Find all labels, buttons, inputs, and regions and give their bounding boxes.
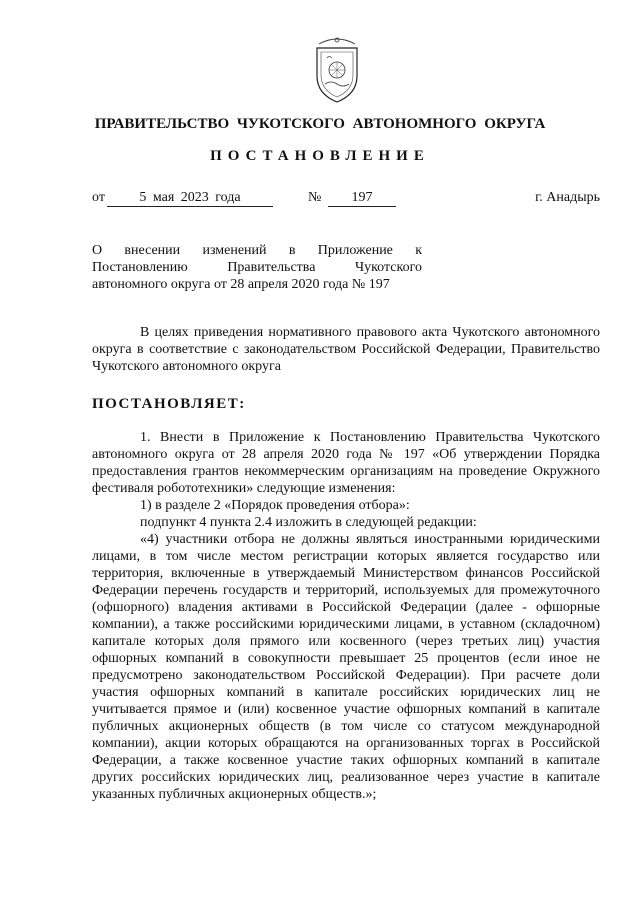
subject-line: Постановлению Правительства Чукотского	[92, 260, 422, 275]
body-paragraph: 1) в разделе 2 «Порядок проведения отбора»:	[140, 498, 410, 513]
number-sign-label: №	[308, 190, 322, 205]
decree-subject	[92, 242, 422, 293]
date-prefix-label: от	[92, 190, 105, 205]
preamble-paragraph: В целях приведения нормативного правового акта Чукотского автономного округа в соответствие с законодательством Российской Федерации, Правительство Чукотского автономного округа	[92, 325, 600, 374]
decree-date: 5 мая 2023 года	[107, 190, 273, 207]
resolves-heading: ПОСТАНОВЛЯЕТ:	[92, 396, 246, 412]
coat-of-arms-icon	[303, 30, 371, 104]
subject-line: автономного округа от 28 апреля 2020 года № 197	[92, 277, 390, 292]
subject-line: О внесении изменений в Приложение к	[92, 243, 422, 258]
decree-body	[92, 324, 600, 803]
decree-number: 197	[328, 190, 396, 207]
body-paragraph: 1. Внести в Приложение к Постановлению Правительства Чукотского автономного округа от 28 апреля 2020 года № 197 «Об утверждении Порядка предоставления грантов некоммерческим организациям на проведение Окружного фестиваля робототехники» следующие изменения:	[92, 430, 600, 496]
government-title: ПРАВИТЕЛЬСТВО ЧУКОТСКОГО АВТОНОМНОГО ОКРУГА	[94, 116, 546, 132]
document-type-title: ПОСТАНОВЛЕНИЕ	[210, 148, 430, 164]
body-paragraph: «4) участники отбора не должны являться иностранными юридическими лицами, в том числе местом регистрации которых является государство или территория, включенные в утверждаемый Министерством финансов Российской Федерации перечень государств и территорий, используемых для промежуточного (офшорного) владения активами в Российской Федерации (далее - офшорные компании), а также российскими юридическими лицами, в уставном (складочном) капитале которых доля прямого или косвенного (через третьих лиц) участия офшорных компаний в совокупности превышает 25 процентов (если иное не предусмотрено законодательством Российской Федерации). При расчете доли участия офшорных компаний в капитале российских юридических лиц не учитывается прямое и (или) косвенное участие офшорных компаний в капитале публичных акционерных обществ (в том числе со статусом международной компании), акции которых обращаются на организованных торгах в Российской Федерации, а также косвенное участие таких офшорных компаний в капитале других российских юридических лиц, реализованное через участие в капитале указанных публичных акционерных обществ.»;	[92, 532, 600, 802]
body-paragraph: подпункт 4 пункта 2.4 изложить в следующей редакции:	[140, 515, 477, 530]
city-label: г. Анадырь	[535, 190, 600, 205]
